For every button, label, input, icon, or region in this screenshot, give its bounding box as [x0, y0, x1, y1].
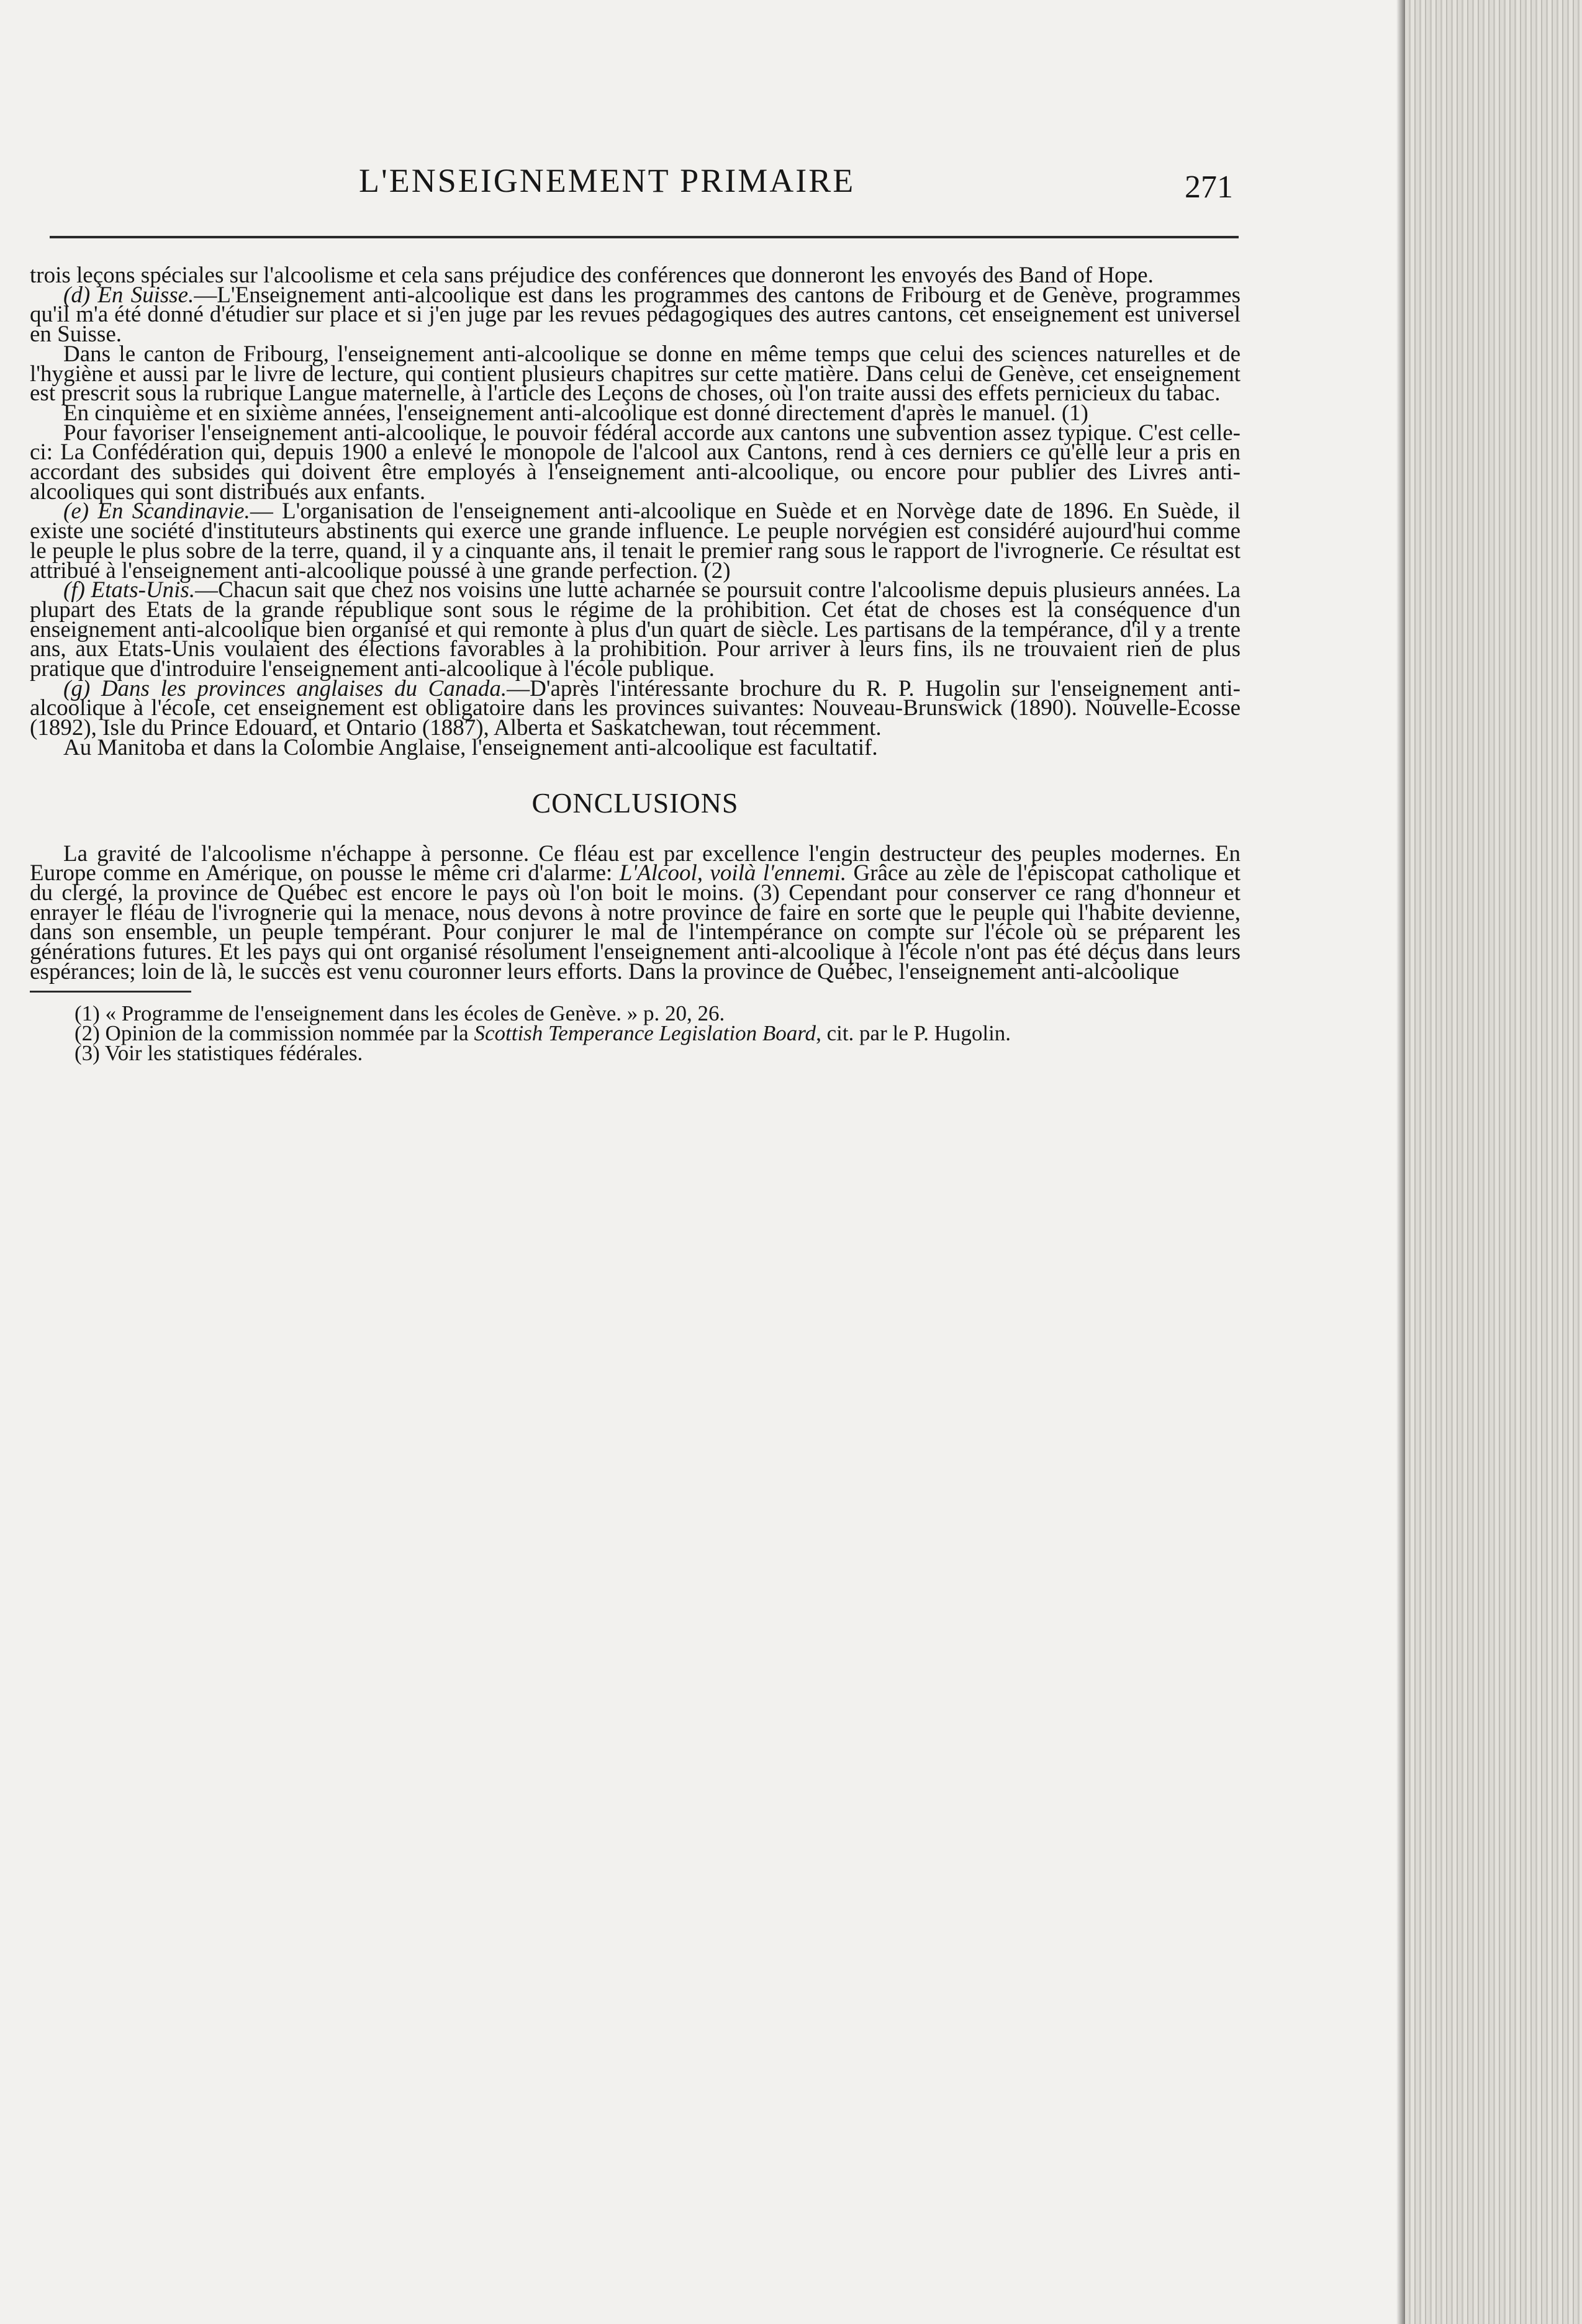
footnote [30, 1040, 1241, 1065]
paragraph-text: —Chacun sait que chez nos voisins une lutte acharnée se poursuit contre l'alcoolisme depuis plusieurs années. La plupart des Etats de la grande république sont sous le régime de la prohibition. Cet état de choses est la conséquence d'un enseignement anti-alcoolique bien organisé et qui remonte à plus d'un quart de siècle. Les partisans de la tempérance, d'il y a trente ans, aux Etats-Unis voulaient des élections favorables à la prohibition. Pour arriver à leurs fins, ils ne trouvaient rien de plus pratique que d'introduire l'enseignement anti-alcoolique à l'école publique. [30, 577, 1241, 682]
running-title: L'ENSEIGNEMENT PRIMAIRE [359, 162, 856, 199]
conclusion-paragraph [30, 840, 1241, 984]
section-label: (e) [63, 498, 89, 525]
paragraph [30, 675, 1241, 741]
section-title: CONCLUSIONS [531, 786, 739, 819]
paragraph [30, 734, 1241, 760]
section-label: (f) [63, 577, 85, 603]
paragraph [30, 282, 1241, 348]
quoted-slogan: L'Alcool, voilà l'ennemi. [619, 860, 847, 886]
header-rule [50, 236, 1239, 238]
paragraph [30, 577, 1241, 682]
paragraph-text: Pour favoriser l'enseignement anti-alcoolique, le pouvoir fédéral accorde aux cantons une subvention assez typique. C'est celle-ci: La Confédération qui, depuis 1900 a enlevé le monopole de l'alcool aux Cantons, rend à ces derniers ce qu'elle leur a pris en accordant des subsides qui doivent être employés à l'enseignement anti-alcoolique, ou encore pour publier des Livres anti-alcooliques qui sont distribués aux enfants. [30, 420, 1241, 505]
paragraph-text: Au Manitoba et dans la Colombie Anglaise, l'enseignement anti-alcoolique est facultatif. [63, 734, 878, 760]
footnote-text: (2) Opinion de la commission nommée par la [75, 1020, 474, 1045]
footnote-text: , cit. par le P. Hugolin. [816, 1020, 1011, 1045]
section-heading: Etats-Unis. [91, 577, 196, 603]
footnote-text: (3) Voir les statistiques fédérales. [75, 1040, 363, 1065]
paragraph [30, 498, 1241, 583]
paragraph-text: —D'après l'intéressante brochure du R. P. Hugolin sur l'enseignement anti-alcoolique à l'école, cet enseignement est obligatoire dans les provinces suivantes: Nouveau-Brunswick (1890). Nouvelle-Ecosse (1892), Isle du Prince Edouard, et Ontario (1887), Alberta et Saskatchewan, tout récemment. [30, 675, 1241, 741]
section-heading: En Suisse. [97, 282, 194, 308]
paragraph [30, 341, 1241, 407]
paragraph [30, 420, 1241, 505]
section-label: (d) [63, 282, 91, 308]
section-heading: Dans les provinces anglaises du Canada. [101, 675, 507, 701]
text-column [30, 149, 1241, 1063]
paragraph-text: La gravité de l'alcoolisme n'échappe à personne. Ce fléau est par excellence l'engin destructeur des peuples modernes. En Europe comme en Amérique, on pousse le même cri d'alarme: [30, 840, 1241, 886]
paragraph-text: trois leçons spéciales sur l'alcoolisme et cela sans préjudice des conférences que donneront les envoyés des Band of Hope. [30, 263, 1154, 288]
paragraph-text: — L'organisation de l'enseignement anti-alcoolique en Suède et en Norvège date de 1896. En Suède, il existe une société d'instituteurs abstinents qui exerce une grande influence. Le peuple norvégien est considéré aujourd'hui comme le peuple le plus sobre de la terre, quand, il y a cinquante ans, il tenait le premier rang sous le rapport de l'ivrognerie. Ce résultat est attribué à l'enseignement anti-alcoolique poussé à une grande perfection. (2) [30, 498, 1241, 583]
body-text [30, 263, 1241, 984]
paragraph-text: Grâce au zèle de l'épiscopat catholique et du clergé, la province de Québec est encore le pays où l'on boit le moins. (3) Cependant pour conserver ce rang d'honneur et enrayer le fléau de l'ivrognerie qui la menace, nous devons à notre province de faire en sorte que le peuple qui l'habite devienne, dans son ensemble, un peuple tempérant. Pour conjurer le mal de l'intempérance on compte sur l'école où se préparent les générations futures. Et les pays qui ont organisé résolument l'enseignement anti-alcoolique à l'école n'ont pas été déçus dans leurs espérances; loin de là, le succès est venu couronner leurs efforts. Dans la province de Québec, l'enseignement anti-alcoolique [30, 860, 1241, 984]
page-number: 271 [1185, 169, 1233, 205]
footnote-text: (1) « Programme de l'enseignement dans les écoles de Genève. » p. 20, 26. [75, 1001, 725, 1025]
footnotes [30, 1001, 1241, 1065]
section-label: (g) [63, 675, 91, 701]
paragraph-text: En cinquième et en sixième années, l'enseignement anti-alcoolique est donné directement d'après le manuel. (1) [63, 400, 1088, 426]
footnote-rule [30, 991, 191, 993]
page-edge [1405, 0, 1582, 2324]
paragraph-text: Dans le canton de Fribourg, l'enseignement anti-alcoolique se donne en même temps que celui des sciences naturelles et de l'hygiène et aussi par le livre de lecture, qui contient plusieurs chapitres sur cette matière. Dans celui de Genève, cet enseignement est prescrit sous la rubrique Langue maternelle, à l'article des Leçons de choses, où l'on traite aussi des effets pernicieux du tabac. [30, 341, 1241, 407]
page-gutter-shadow [1396, 0, 1405, 2324]
page-header [30, 149, 1241, 217]
paragraph-text: —L'Enseignement anti-alcoolique est dans les programmes des cantons de Fribourg et de Genève, programmes qu'il m'a été donné d'étudier sur place et si j'en juge par les revues pédagogiques des autres cantons, cet enseignement est universel en Suisse. [30, 282, 1241, 348]
section-heading: En Scandinavie. [97, 498, 250, 525]
footnote-italic: Scottish Temperance Legislation Board [474, 1020, 816, 1045]
